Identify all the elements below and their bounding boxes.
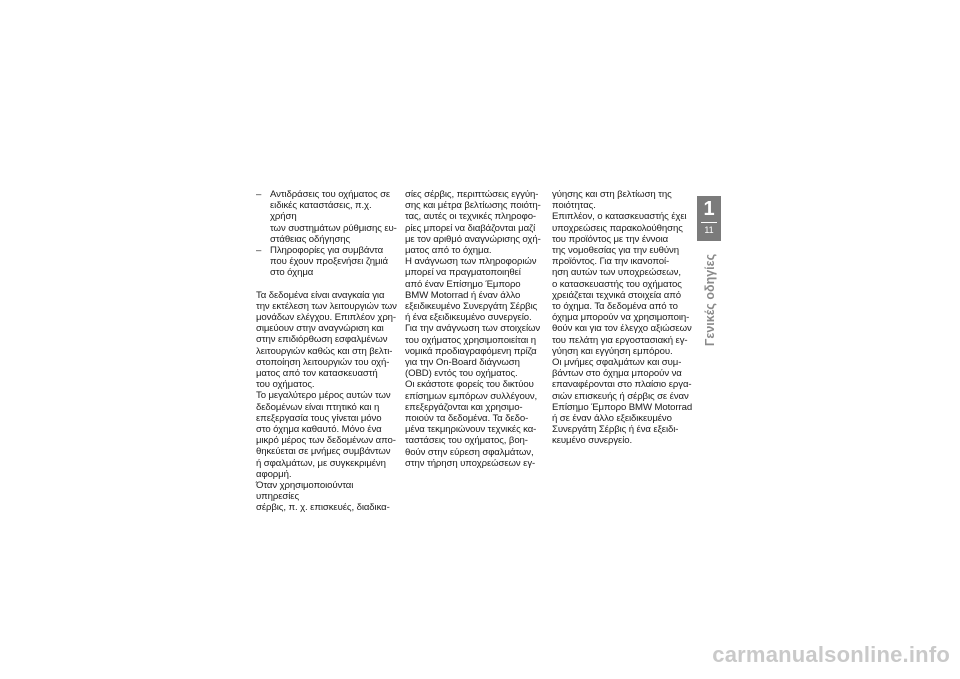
text-line: την εκτέλεση των λειτουργιών των <box>256 300 397 312</box>
text-line: Η ανάγνωση των πληροφοριών <box>405 256 537 268</box>
bullet-item <box>256 189 398 245</box>
text-line: νομικά προδιαγραφόμενη πρίζα <box>405 345 537 357</box>
text-line: Για την ανάγνωση των στοιχείων <box>405 323 541 335</box>
text-line: της νομοθεσίας για την ευθύνη <box>552 245 679 257</box>
text-line: γύησης και στη βελτίωση της <box>552 189 672 200</box>
text-line: προϊόντος. Για την ικανοποί- <box>552 256 670 268</box>
text-line: στην επιδιόρθωση εσφαλμένων <box>256 334 388 346</box>
text-line: στο όχημα καθαυτό. Μόνο ένα <box>256 424 382 436</box>
text-line: επαναφέρονται στο πλαίσιο εργα- <box>552 379 692 391</box>
text-line: όχημα μπορούν να χρησιμοποιη- <box>552 312 690 324</box>
text-line: βάντων στο όχημα μπορούν να <box>552 368 682 380</box>
text-line: επεξεργάζονται και χρησιμο- <box>405 401 523 413</box>
text-line: στην τήρηση υποχρεώσεων εγ- <box>405 457 536 469</box>
text-line: των συστημάτων ρύθμισης ευ- <box>270 222 397 234</box>
chapter-tab <box>697 196 721 241</box>
text-line: που έχουν προξενήσει ζημιά <box>270 256 388 268</box>
text-line: (OBD) εντός του οχήματος. <box>405 368 518 380</box>
page-number: 11 <box>704 225 714 235</box>
text-line: υποχρεώσεις παρακολούθησης <box>552 222 683 234</box>
text-line: ποιούν τα δεδομένα. Τα δεδο- <box>405 413 529 425</box>
text-line: μπορεί να πραγματοποιηθεί <box>405 267 521 279</box>
text-line: θούν στην εύρεση σφαλμάτων, <box>405 446 534 458</box>
text-line: ή σε έναν άλλο εξειδικευμένο <box>552 413 672 425</box>
text-line: για την On-Board διάγνωση <box>405 357 520 369</box>
text-line: τας, αυτές οι τεχνικές πληροφο- <box>405 211 537 223</box>
text-line: σης και μέτρα βελτίωσης ποιότη- <box>405 200 541 212</box>
text-line: επίσημων εμπόρων συλλέγουν, <box>405 390 538 402</box>
bullet-item <box>256 245 398 279</box>
chapter-number: 1 <box>703 198 715 220</box>
tab-divider <box>701 222 717 223</box>
text-line: μικρό μέρος των δεδομένων απο- <box>256 435 396 447</box>
text-line: BMW Motorrad ή έναν άλλο <box>405 289 521 301</box>
text-line: ή ένα εξειδικευμένο συνεργείο. <box>405 312 532 324</box>
text-line: του οχήματος χρησιμοποιείται η <box>405 334 537 346</box>
chapter-title: Γενικές οδηγίες <box>703 253 717 347</box>
text-line: ταστάσεις του οχήματος, βοη- <box>405 435 528 447</box>
text-line: του προϊόντος με την έννοια <box>552 233 669 245</box>
text-line: Επιπλέον, ο κατασκευαστής έχει <box>552 211 687 223</box>
text-line: ή σφαλμάτων, με συγκεκριμένη <box>256 457 386 469</box>
text-line: μονάδων ελέγχου. Επιπλέον χρη- <box>256 312 397 324</box>
bullet-dash: – <box>256 245 262 257</box>
text-line: Συνεργάτη Σέρβις ή ένα εξειδι- <box>552 424 679 436</box>
text-line: θηκεύεται σε μνήμες συμβάντων <box>256 446 391 458</box>
text-line: από έναν Επίσημο Έμπορο <box>405 278 521 290</box>
text-line: ειδικές καταστάσεις, π.χ. χρήση <box>270 200 372 223</box>
chapter-title-vertical <box>701 246 719 354</box>
text-line: δεδομένων είναι πτητικό και η <box>256 401 380 413</box>
text-column-3 <box>552 189 694 447</box>
bullet-dash: – <box>256 189 262 200</box>
text-line: Πληροφορίες για συμβάντα <box>270 245 384 257</box>
text-line: θούν και για τον έλεγχο αξιώσεων <box>552 323 692 335</box>
text-line: σιμεύουν στην αναγνώριση και <box>256 323 384 335</box>
text-line: ποιότητας. <box>552 200 596 212</box>
text-line: ο κατασκευαστής του οχήματος <box>552 278 682 290</box>
text-line: γύηση και εγγύηση εμπόρου. <box>552 345 673 357</box>
text-column-2 <box>405 189 547 469</box>
text-line: Επίσημο Έμπορο BMW Motorrad <box>552 401 693 413</box>
watermark: carmanualsonline.info <box>712 642 950 667</box>
text-line: ματος από τον κατασκευαστή <box>256 368 378 380</box>
text-line: του πελάτη για εργοστασιακή εγ- <box>552 334 688 346</box>
text-line: Όταν χρησιμοποιούνται υπηρεσίες <box>256 480 354 503</box>
text-line: εξειδικευμένο Συνεργάτη Σέρβις <box>405 301 538 313</box>
text-line: Οι μνήμες σφαλμάτων και συμ- <box>552 357 682 369</box>
text-line: του οχήματος. <box>256 379 315 391</box>
text-line: λειτουργιών καθώς και στη βελτι- <box>256 345 393 357</box>
text-line: μένα τεκμηριώνουν τεχνικές κα- <box>405 424 537 436</box>
text-line: Οι εκάστοτε φορείς του δικτύου <box>405 379 534 391</box>
text-line: στο όχημα <box>270 267 314 279</box>
text-line: στοποίηση λειτουργιών του οχή- <box>256 356 390 368</box>
text-line: με τον αριθμό αναγνώρισης οχή- <box>405 233 541 245</box>
text-line: ηση αυτών των υποχρεώσεων, <box>552 267 681 279</box>
text-line: κευμένο συνεργείο. <box>552 435 633 447</box>
text-line: Αντιδράσεις του οχήματος σε <box>270 189 391 200</box>
text-line: χρειάζεται τεχνικά στοιχεία από <box>552 289 681 301</box>
text-line: αφορμή. <box>256 468 292 480</box>
text-line: το όχημα. Τα δεδομένα από το <box>552 301 678 313</box>
text-line: σέρβις, π. χ. επισκευές, διαδικα- <box>256 502 390 514</box>
text-line: Το μεγαλύτερο μέρος αυτών των <box>256 390 391 402</box>
text-line: ρίες μπορεί να διαβάζονται μαζί <box>405 222 536 234</box>
text-line: ματος από το όχημα. <box>405 245 492 257</box>
text-line: σιών επισκευής ή σέρβις σε έναν <box>552 390 689 402</box>
text-line: επεξεργασία τους γίνεται μόνο <box>256 412 382 424</box>
text-column-1 <box>256 189 398 514</box>
text-line: στάθειας οδήγησης <box>270 233 351 245</box>
text-line: Τα δεδομένα είναι αναγκαία για <box>256 289 385 301</box>
text-line: σίες σέρβις, περιπτώσεις εγγύη- <box>405 189 539 200</box>
